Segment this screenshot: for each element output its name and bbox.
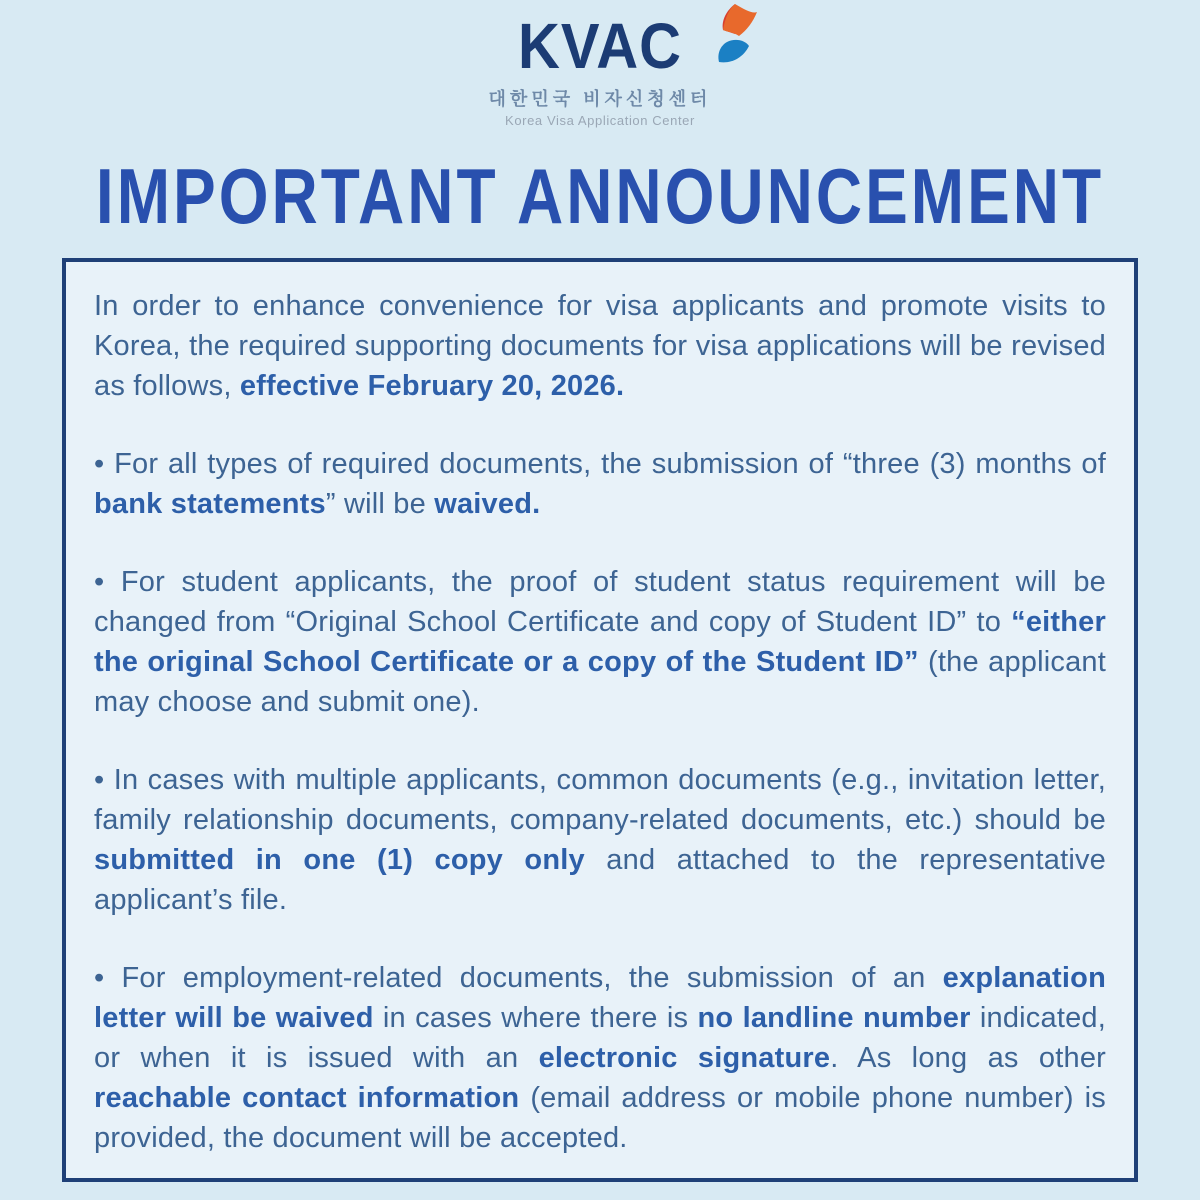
body-text: • In cases with multiple applicants, common documents (e.g., invitation letter, family relationship documents, company-related documents, etc.) should be [94,763,1106,836]
announcement-paragraph [94,958,1106,1158]
page-title: IMPORTANT ANNOUNCEMENT [95,151,1105,240]
header [0,0,1200,130]
announcement-paragraph [94,286,1106,406]
emphasis-text: “either the original School Certificate or a copy of the Student ID” [94,605,1106,678]
flame-orange-ribbon [723,4,757,36]
emphasis-text: no landline number [697,1001,971,1034]
body-text: • For all types of required documents, the submission of “three (3) months of [94,447,1106,480]
emphasis-text: electronic signature [538,1041,831,1074]
body-text: In order to enhance convenience for visa applicants and promote visits to Korea, the required supporting documents for visa applications will be revised as follows, [94,289,1106,402]
announcement-paragraph [94,760,1106,920]
announcement-paragraph [94,444,1106,524]
emphasis-text: submitted in one (1) copy only [94,843,585,876]
kvac-english-subtitle: Korea Visa Application Center [505,112,695,128]
kvac-logo-text: KVAC [517,10,683,83]
announcement-paragraphs [94,286,1106,1158]
emphasis-text: bank statements [94,487,326,520]
swoosh-blue [719,40,750,62]
body-text: • For student applicants, the proof of student status requirement will be changed from “Original School Certificate and copy of Student ID” to [94,565,1106,638]
announcement-paragraph [94,562,1106,722]
kvac-korean-subtitle: 대한민국 비자신청센터 [488,88,712,109]
body-text: (email address or mobile phone number) is provided, the document will be accepted. [94,1081,1106,1154]
body-text: in cases where there is [373,1001,698,1034]
body-text: . As long as other [830,1041,1107,1074]
emphasis-text: effective February 20, 2026. [239,369,625,402]
body-text: (the applicant may choose and submit one). [94,645,1107,718]
body-text: indicated, or when it is issued with an [94,1001,1106,1074]
emphasis-text: explanation letter will be waived [94,961,1106,1034]
announcement-box [62,258,1138,1182]
emphasis-text: reachable contact information [94,1081,520,1114]
emphasis-text: waived. [434,487,541,520]
kvac-logo [488,10,712,128]
body-text: • For employment-related documents, the submission of an [94,961,943,994]
body-text: ” will be [325,487,435,520]
taegeuk-flame-icon [705,4,757,76]
body-text: and attached to the representative applicant’s file. [94,843,1106,916]
